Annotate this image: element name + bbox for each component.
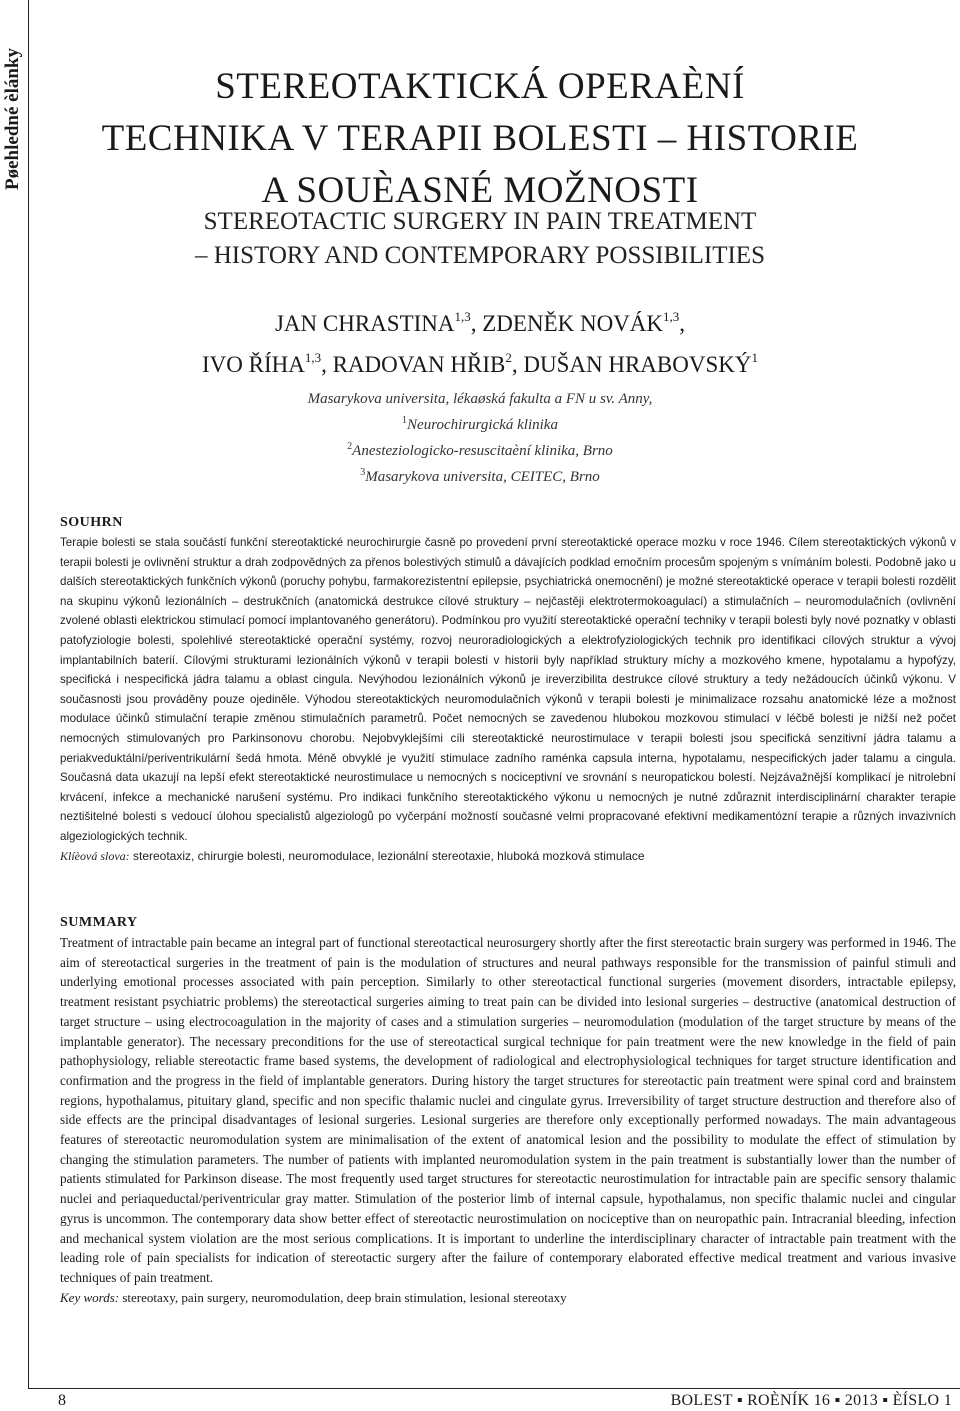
title-line: STEREOTACTIC SURGERY IN PAIN TREATMENT — [203, 208, 757, 235]
section-heading: SUMMARY — [60, 915, 138, 930]
journal-info: BOLEST ▪ ROÈNÍK 16 ▪ 2013 ▪ ÈÍSLO 1 — [670, 1392, 952, 1409]
section-heading: SOUHRN — [60, 515, 123, 530]
author-line: IVO ŘÍHA$^{1,3}$, RADOVAN HŘIB$^2$, DUŠAN HRABOVSKÝ$^1$ — [202, 350, 758, 377]
article-title-czech — [60, 61, 900, 217]
author-list — [60, 300, 900, 382]
title-line: A SOUÈASNÉ MOŽNOSTI — [261, 169, 699, 211]
section-label — [0, 0, 29, 1388]
author-name: RADOVAN HŘIB — [332, 352, 506, 377]
affiliation-main: Masarykova universita, lékaøská fakulta a FN u sv. Anny, — [307, 391, 653, 407]
title-line: – HISTORY AND CONTEMPORARY POSSIBILITIES — [195, 242, 765, 269]
footer-rule — [28, 1388, 960, 1389]
affiliation-item: $^1$Neurochirurgická klinika — [402, 415, 558, 433]
author-name: DUŠAN HRABOVSKÝ — [523, 352, 752, 377]
keywords — [60, 847, 956, 867]
author-affiliation-ref: 1,3 — [663, 309, 680, 324]
article-title-english — [60, 205, 900, 273]
author-affiliation-ref: 1 — [751, 350, 758, 365]
abstract-czech — [60, 515, 956, 866]
keywords-text: stereotaxy, pain surgery, neuromodulation, deep brain stimulation, lesional stereotaxy — [119, 1289, 567, 1305]
author-affiliation-ref: 1,3 — [304, 350, 322, 365]
author-affiliation-ref: 1,3 — [454, 309, 471, 324]
affiliation-item: $^2$Anesteziologicko-resuscitaèní klinika, Brno — [347, 441, 613, 459]
author-affiliation-ref: 2 — [505, 350, 512, 365]
author-name: IVO ŘÍHA — [202, 352, 305, 377]
author-name: ZDENĚK NOVÁK — [482, 311, 664, 336]
keywords-label: Key words: — [60, 1289, 120, 1305]
keywords-text: stereotaxiz, chirurgie bolesti, neuromodulace, lezionální stereotaxie, hluboká mozková stimulace — [129, 848, 645, 863]
abstract-english — [60, 915, 956, 1307]
abstract-text: Terapie bolesti se stala součástí funkční stereotaktické neurochirurgie časně po provedení první stereotaktické operace mozku v roce 1946. Cílem stereotaktických výkonů v terapii bolesti je ovlivnění struktur a drah zodpovědných za přenos bolestivých stimulů a dávajících podklad emočním procesům spojeným s vnímáním bolesti. Podobně jako u dalších stereotaktických funkčních výkonů (poruchy pohybu, farmakorezistentní epilepsie, psychiatrická onemocnění) je možné stereotaktické operace v terapii bolesti rozdělit na skupinu výkonů lezionálních – destrukčních (anatomická destrukce cílové struktury – nejčastěji elektrotermokoagulací) a stimulačních – neuromodulačních (ovlivnění zvolené oblasti elektrickou stimulací pomocí implantovaného generátoru). Podmínkou pro využití stereotaktické operační techniky v terapii bolesti byly nové poznatky v oblasti patofyziologie bolesti, spolehlivé stereotaktické operační systémy, rozvoj neuroradiologických a elektrofyziologických technik pro identifikaci cílových struktur a vývoj implantabilních baterií. Cílovými strukturami lezionálních výkonů v terapii bolesti v historii byly například struktury míchy a mozkového kmene, hypotalamu a hypofýzy, specifická i nespecifická jádra talamu a oblast cingula. Nevýhodou lezionálních výkonů je ireverzibilita destrukce cílové struktury a tedy nežádoucích účinků výkonu. V současnosti jsou prováděny pouze ojediněle. Výhodou stereotaktických neuromodulačních výkonů v terapii bolesti je minimalizace rozsahu anatomické léze a možnost modulace účinků stimulační terapie změnou stimulačních parametrů. Počet nemocných se zavedenou hlubokou mozkovou stimulací v léčbě bolesti je nižší než počet nemocných stimulovaných pro Parkinsonovu chorobu. Nejobvyklejšími cíli stereotaktické neurostimulace v terapii bolesti jsou specifická senzitivní jádra talamu a periakveduktální/periventrikulární šedá hmota. Méně obvyklé je využití stimulace zadního raménka capsula interna, hypotalamu, nespecifických jader talamu a cingula. Současná data ukazují na lepší efekt stereotaktické neurostimulace u nemocných s nociceptivní ve srovnání s neuropatickou bolestí. Nejzávažnější komplikací je nitrolební krvácení, infekce a mechanické narušení systému. Pro indikaci funkčního stereotaktického výkonu u nemocných je nutné zdůraznit interdisciplinární charakter terapie neztišitelné bolesti s vedoucí úlohou specialistů algeziologů po vyčerpání možností současné velmi propracované efektivní medikamentózní terapie a různých invazivních algeziologických technik. — [60, 536, 956, 843]
title-line: STEREOTAKTICKÁ OPERAÈNÍ — [215, 65, 745, 107]
keywords-label: Klíèová slova: — [60, 848, 130, 863]
affiliation-item: $^3$Masarykova universita, CEITEC, Brno — [360, 467, 600, 485]
abstract-text: Treatment of intractable pain became an integral part of functional stereotactical neurosurgery shortly after the first stereotactic brain surgery was performed in 1946. The aim of stereotactical surgeries in the treatment of pain is the modulation of structures and neural pathways responsible for the transmission of painful stimuli and underlying emotional processes associated with pain perception. Similarly to other stereotactical functional surgeries (movement disorders, intractable epilepsy, treatment resistant psychiatric problems) the stereotactical surgeries aiming to treat pain can be divided into lesional surgeries – destructive (anatomical destruction of target structure – using electrocoagulation in the majority of cases and a stimulation surgeries – neuromodulation (modulation of the target structure by means of the implantable generator). The necessary preconditions for the use of stereotactical surgical technique for pain treatment were the new knowledge in the field of pain pathophysiology, reliable stereotactic frame based systems, the development of radiological and electrophysiological techniques for target structure identification and confirmation and the progress in the field of implantable generators. During history the target structures for stereotactic pain treatment were spinal cord and brainstem regions, hypothalamus, pituitary gland, specific and non specific thalamic nuclei and cingulate gyrus. Irreversibility of target structure destruction and therefore also of side effects are the principal disadvantages of lesional surgeries. Lesional surgeries are therefore only exceptionally performed nowadays. The main advantageous features of stereotactic neuromodulation system are minimalisation of the extent of anatomical lesion and the possibility to modulate the effect of stimulation by changing the stimulation parameters. The number of patients with implanted neuromodulation system in the pain treatment is substantially lower than the number of patients stimulated for Parkinson disease. The most frequently used target structures for stereotactic neurostimulation for intractable pain are specific sensory thalamic nuclei and periaqueductal/periventricular gray matter. Stimulation of the posterior limb of internal capsule, hypothalamus, non specific thalamic nuclei and cingular gyrus is uncommon. The contemporary data show better effect of stereotactic neurostimulation on nociceptive than on neuropathic pain. Intracranial bleeding, infection and mechanical system violation are the most serious complications. It is important to underline the interdisciplinary character of intractable pain treatment with the leading role of pain specialists for indication of stereotactic surgery after the failure of contemporary elaborated effective medical treatment and various invasive techniques of pain treatment. — [60, 935, 956, 1285]
author-line: JAN CHRASTINA$^{1,3}$, ZDENĚK NOVÁK$^{1,3}$, — [274, 309, 686, 336]
author-name: JAN CHRASTINA — [274, 311, 455, 336]
page-number: 8 — [58, 1392, 66, 1409]
affiliations — [60, 388, 900, 488]
title-line: TECHNIKA V TERAPII BOLESTI – HISTORIE — [101, 117, 859, 159]
keywords — [60, 1288, 956, 1308]
section-label-text: Pøehledné èlánky — [2, 48, 23, 190]
